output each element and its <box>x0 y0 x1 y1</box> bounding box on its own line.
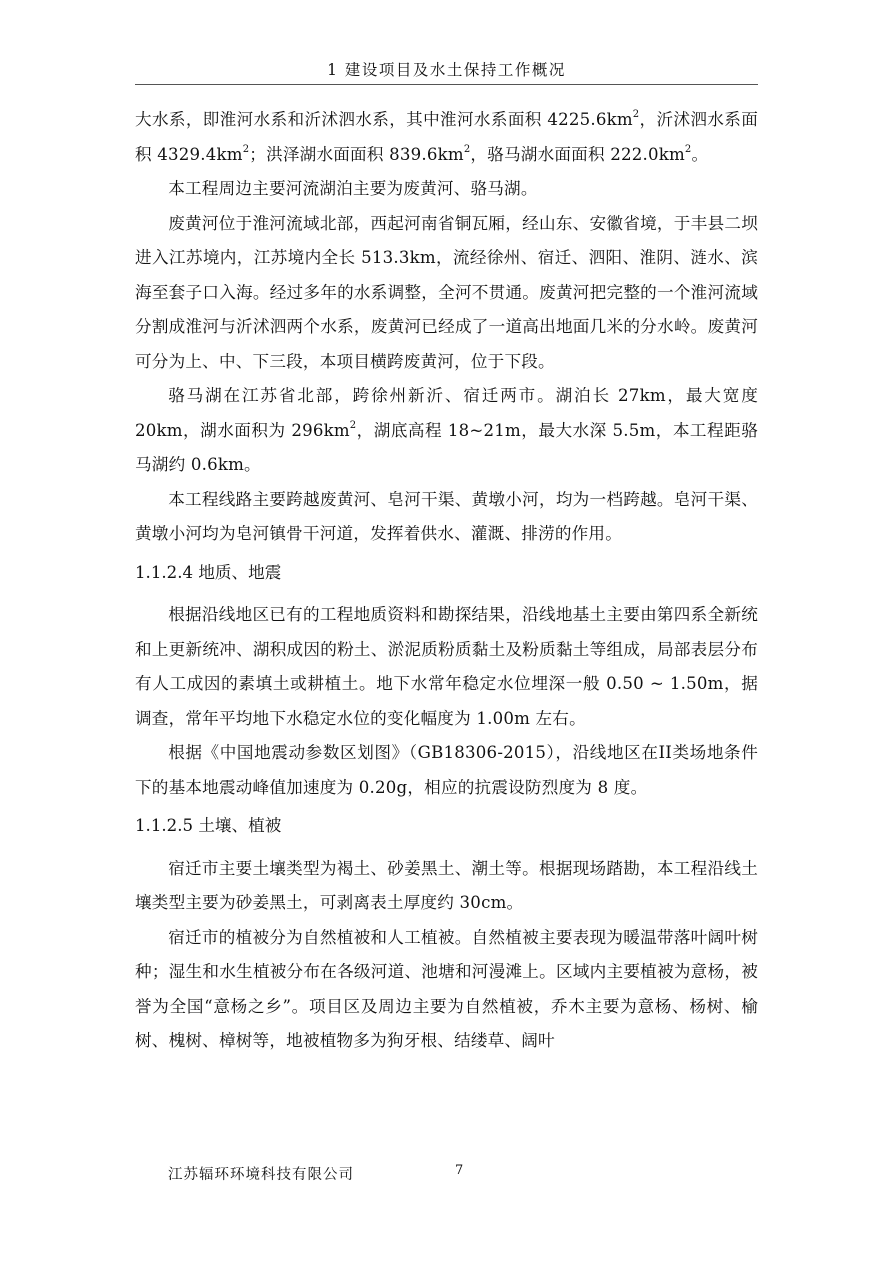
page-header: 1 建设项目及水土保持工作概况 <box>327 61 566 79</box>
paragraph-feihuang-river: 废黄河位于淮河流域北部，西起河南省铜瓦厢，经山东、安徽省境，于丰县二坝进入江苏境内，江苏境内全长 513.3km，流经徐州、宿迁、泗阳、淮阴、涟水、滨海至套子口入海。经过多年的水系调整，全河不贯通。废黄河把完整的一个淮河流域分割成淮河与沂沭泗两个水系，废黄河已经成了一道高出地面几米的分水岭。废黄河可分为上、中、下三段，本项目横跨废黄河，位于下段。 <box>135 213 758 371</box>
paragraph-seismic: 根据《中国地震动参数区划图》（GB18306-2015），沿线地区在II类场地条件下的基本地震动峰值加速度为 0.20g，相应的抗震设防烈度为 8 度。 <box>135 743 758 797</box>
paragraph-luoma-lake: 骆马湖在江苏省北部，跨徐州新沂、宿迁两市。湖泊长 27km，最大宽度 20km，湖水面积为 $296km^2$，湖底高程 18~21m，最大水深 5.5m，本工程距骆马湖约 0.6km。 <box>135 386 758 474</box>
paragraph-rivers-lakes: 本工程周边主要河流湖泊主要为废黄河、骆马湖。 <box>168 179 538 198</box>
paragraph-water-systems: 大水系，即淮河水系和沂沭泗水系，其中淮河水系面积 $4225.6km^2$，沂沭泗水系面积 $4329.4km^2$；洪泽湖水面面积 $839.6km^2$，骆马湖水面面积 $222.0km^2$。 <box>135 109 758 164</box>
section-heading-soil-vegetation: 1.1.2.5 土壤、植被 <box>135 816 282 835</box>
paragraph-crossings: 本工程线路主要跨越废黄河、皂河干渠、黄墩小河，均为一档跨越。皂河干渠、黄墩小河均为皂河镇骨干河道，发挥着供水、灌溉、排涝的作用。 <box>135 489 758 543</box>
section-heading-geology: 1.1.2.4 地质、地震 <box>135 562 282 582</box>
document-body <box>135 103 758 1059</box>
page-number: 7 <box>455 1163 464 1178</box>
header-rule <box>135 84 758 85</box>
paragraph-geology: 根据沿线地区已有的工程地质资料和勘探结果，沿线地基土主要由第四系全新统和上更新统冲、湖积成因的粉土、淤泥质粉质黏土及粉质黏土等组成，局部表层分布有人工成因的素填土或耕植土。地下水常年稳定水位埋深一般 0.50 ~ 1.50m，据调查，常年平均地下水稳定水位的变化幅度为 1.00m 左右。 <box>135 605 758 728</box>
paragraph-soil: 宿迁市主要土壤类型为褐土、砂姜黑土、潮土等。根据现场踏勘，本工程沿线土壤类型主要为砂姜黑土，可剥离表土厚度约 30cm。 <box>135 858 758 912</box>
paragraph-vegetation: 宿迁市的植被分为自然植被和人工植被。自然植被主要表现为暖温带落叶阔叶树种；湿生和水生植被分布在各级河道、池塘和河漫滩上。区域内主要植被为意杨，被誉为全国“意杨之乡”。项目区及周边主要为自然植被，乔木主要为意杨、杨树、榆树、槐树、樟树等，地被植物多为狗牙根、结缕草、阔叶 <box>135 927 758 1050</box>
footer-company: 江苏辐环环境科技有限公司 <box>168 1167 354 1183</box>
